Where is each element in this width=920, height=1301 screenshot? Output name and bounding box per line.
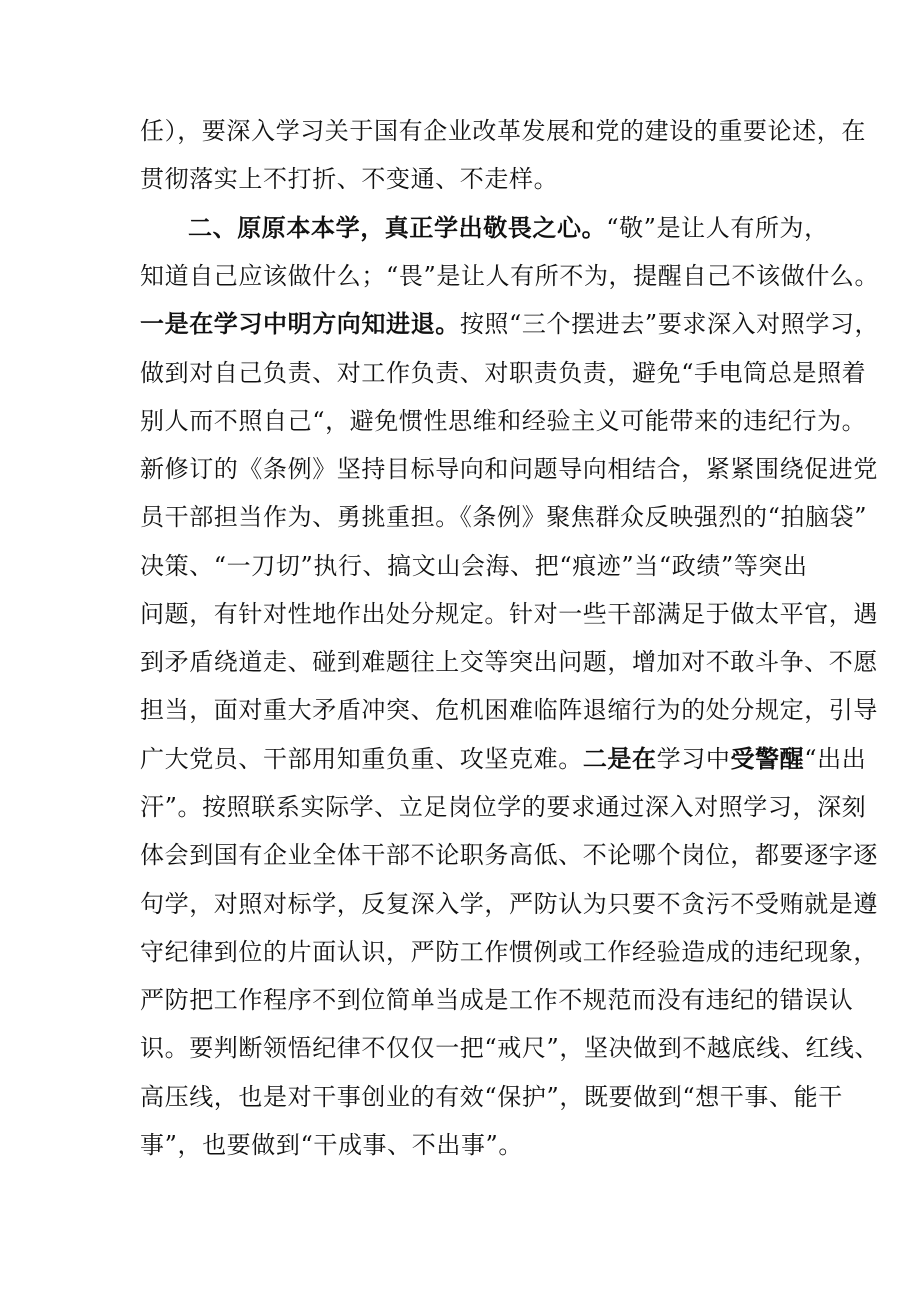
text-span: 员干部担当作为、勇挑重担。《条例》聚焦群众反映强烈的“拍脑袋” (140, 503, 868, 531)
text-span: “敬”是让人有所为， (606, 214, 829, 242)
text-span: 知道自己应该做什么；“畏”是让人有所不为，提醒自己不该做什么。 (140, 262, 880, 290)
point-heading: 二是在 (582, 745, 657, 773)
text-line (140, 500, 868, 534)
text-span: 汗”。按照联系实际学、立足岗位学的要求通过深入对照学习，深刻 (140, 793, 867, 821)
text-line (140, 356, 867, 390)
text-span: 别人而不照自己“，避免惯性思维和经验主义可能带来的违纪行为。 (140, 407, 867, 435)
text-line (140, 1031, 880, 1065)
text-line (140, 307, 880, 341)
text-span: 严防把工作程序不到位简单当成是工作不规范而没有违纪的错误认 (140, 986, 854, 1014)
text-span: 任），要深入学习关于国有企业改革发展和党的建设的重要论述，在 (140, 117, 866, 145)
text-line (140, 404, 867, 438)
text-span: 识。要判断领悟纪律不仅仅一把“戒尺”，坚决做到不越底线、红线、 (140, 1034, 880, 1062)
text-span: 做到对自己负责、对工作负责、对职责负责，避免“手电筒总是照着 (140, 359, 867, 387)
text-line (140, 114, 866, 148)
text-line (140, 549, 808, 583)
section-heading: 二、原原本本学，真正学出敬畏之心。 (188, 214, 607, 242)
point-heading: 一是在学习中明方向知进退。 (140, 310, 460, 338)
text-span: 问题，有针对性地作出处分规定。针对一些干部满足于做太平官，遇 (140, 600, 878, 628)
point-heading: 受警醒 (730, 745, 805, 773)
text-span: 高压线，也是对干事创业的有效“保护”，既要做到“想干事、能干 (140, 1083, 843, 1111)
text-span: 体会到国有企业全体干部不论职务高低、不论哪个岗位，都要逐字逐 (140, 841, 878, 869)
text-line (140, 597, 878, 631)
text-line (140, 742, 867, 776)
text-line (140, 162, 785, 196)
text-span: 守纪律到位的片面认识，严防工作惯例或工作经验造成的违纪现象， (140, 938, 878, 966)
text-line (140, 838, 878, 872)
text-line (140, 790, 867, 824)
section-heading-line (188, 211, 829, 245)
text-line (140, 693, 878, 727)
text-line (140, 983, 854, 1017)
text-span: 广大党员、干部用知重负重、攻坚克难。 (140, 745, 583, 773)
text-span: “出出 (804, 745, 867, 773)
text-line (140, 1080, 843, 1114)
text-span: 按照“三个摆进去”要求深入对照学习， (459, 310, 880, 338)
text-span: 学习中 (656, 745, 731, 773)
text-span: 贯彻落实上不打折、不变通、不走样。 (140, 165, 559, 193)
text-line (140, 452, 878, 486)
text-line (140, 935, 878, 969)
text-line (140, 1128, 785, 1162)
text-span: 新修订的《条例》坚持目标导向和问题导向相结合，紧紧围绕促进党 (140, 455, 878, 483)
text-span: 担当，面对重大矛盾冲突、危机困难临阵退缩行为的处分规定，引导 (140, 696, 878, 724)
text-span: 决策、“一刀切”执行、搞文山会海、把“痕迹”当“政绩”等突出 (140, 552, 808, 580)
text-line (140, 259, 880, 293)
text-span: 事”，也要做到“干成事、不出事”。 (140, 1131, 524, 1159)
text-span: 句学，对照对标学，反复深入学，严防认为只要不贪污不受贿就是遵 (140, 890, 878, 918)
text-line (140, 887, 878, 921)
text-span: 到矛盾绕道走、碰到难题往上交等突出问题，增加对不敢斗争、不愿 (140, 648, 878, 676)
text-line (140, 645, 878, 679)
